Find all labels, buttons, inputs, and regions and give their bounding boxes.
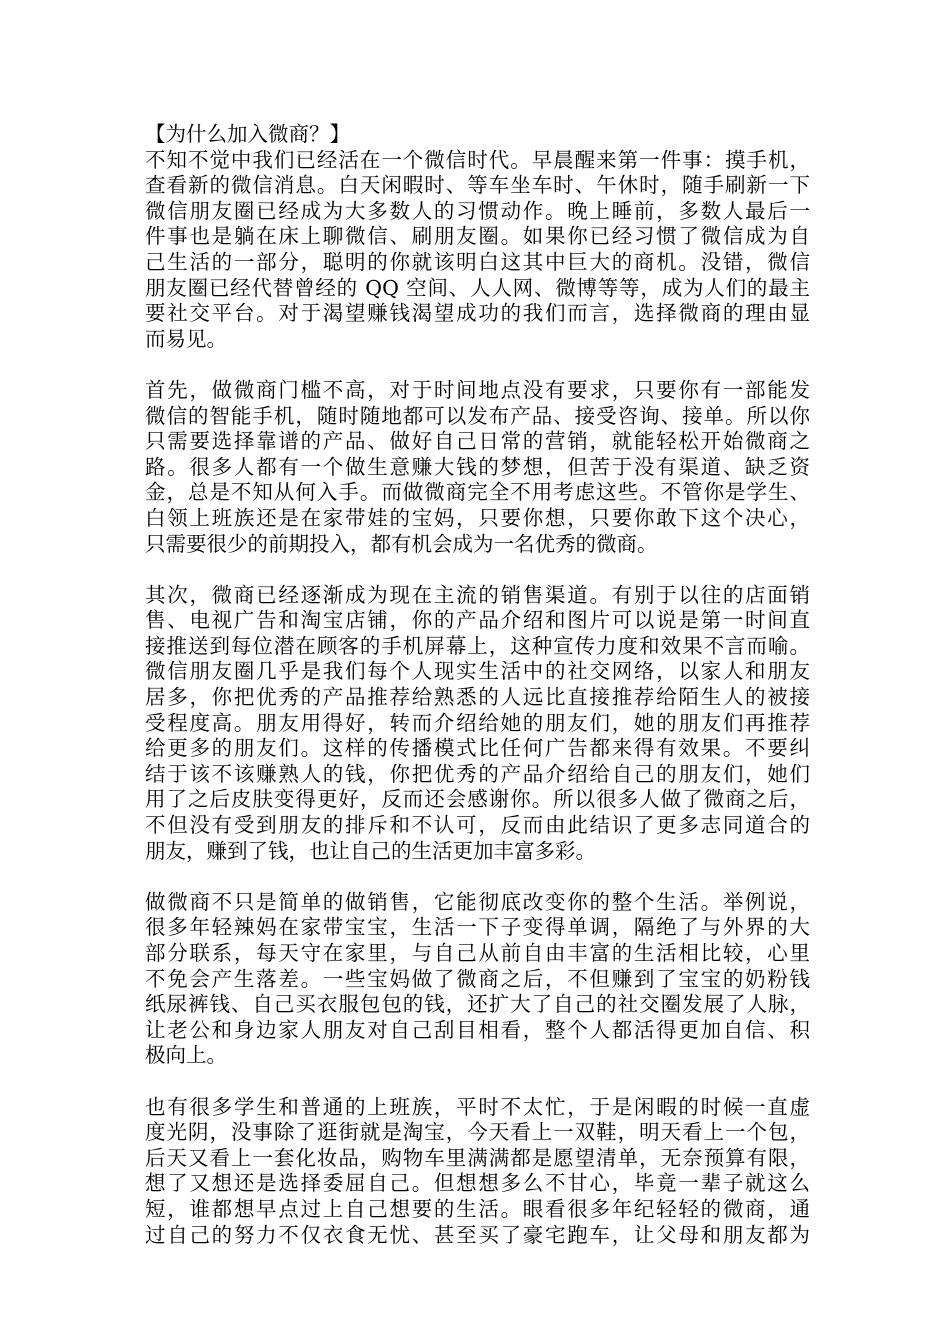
- text-line: 微信朋友圈已经成为大多数人的习惯动作。晚上睡前，多数人最后一: [145, 198, 810, 223]
- text-line: 部分联系，每天守在家里，与自己从前自由丰富的生活相比较，心里: [145, 941, 810, 965]
- body-paragraph: [145, 378, 810, 557]
- text-line: 只需要选择靠谱的产品、做好自己日常的营销，就能轻松开始微商之: [145, 429, 810, 454]
- text-line: 纸尿裤钱、自己买衣服包包的钱，还扩大了自己的社交圈发展了人脉，: [145, 992, 810, 1017]
- text-line: 其次，微商已经逐渐成为现在主流的销售渠道。有别于以往的店面销: [145, 582, 810, 607]
- body-paragraph: [145, 890, 810, 1069]
- text-line: 做微商不只是简单的做销售，它能彻底改变你的整个生活。举例说，: [145, 889, 810, 914]
- body-paragraph: [145, 583, 810, 865]
- text-line: 结于该不该赚熟人的钱，你把优秀的产品介绍给自己的朋友们，她们: [145, 761, 810, 786]
- text-line: 受程度高。朋友用得好，转而介绍给她的朋友们，她的朋友们再推荐: [145, 710, 810, 735]
- text-line: 居多，你把优秀的产品推荐给熟悉的人远比直接推荐给陌生人的被接: [145, 685, 810, 710]
- body-paragraph: [145, 148, 810, 353]
- text-line: 查看新的微信消息。白天闲暇时、等车坐车时、午休时，随手刷新一下: [145, 173, 810, 198]
- text-line: 度光阴，没事除了逛街就是淘宝，今天看上一双鞋，明天看上一个包，: [145, 1120, 810, 1145]
- text-line: 微信朋友圈几乎是我们每个人现实生活中的社交网络，以家人和朋友: [145, 659, 810, 684]
- text-line: 想了又想还是选择委屈自己。但想想多么不甘心，毕竟一辈子就这么: [145, 1171, 810, 1196]
- text-line: 件事也是躺在床上聊微信、刷朋友圈。如果你已经习惯了微信成为自: [145, 224, 810, 249]
- text-line: 朋友圈已经代替曾经的 QQ 空间、人人网、微博等等，成为人们的最主: [145, 275, 810, 300]
- text-line: 用了之后皮肤变得更好，反而还会感谢你。所以很多人做了微商之后，: [145, 787, 810, 812]
- document-heading: 【为什么加入微商？】: [145, 122, 350, 146]
- text-line: 微信的智能手机，随时随地都可以发布产品、接受咨询、接单。所以你: [145, 403, 810, 428]
- text-line: 让老公和身边家人朋友对自己刮目相看，整个人都活得更加自信、积: [145, 1017, 810, 1042]
- text-line: 不但没有受到朋友的排斥和不认可，反而由此结识了更多志同道合的: [145, 813, 810, 838]
- body-paragraph: [145, 1095, 810, 1249]
- text-line: 金，总是不知从何入手。而做微商完全不用考虑这些。不管你是学生、: [145, 480, 810, 505]
- text-line: 给更多的朋友们。这样的传播模式比任何广告都来得有效果。不要纠: [145, 736, 810, 761]
- text-line: 过自己的努力不仅衣食无忧、甚至买了豪宅跑车，让父母和朋友都为: [145, 1222, 810, 1247]
- text-line: 己生活的一部分，聪明的你就该明白这其中巨大的商机。没错，微信: [145, 249, 810, 274]
- text-line: 不知不觉中我们已经活在一个微信时代。早晨醒来第一件事：摸手机，: [145, 147, 810, 172]
- text-line: 白领上班族还是在家带娃的宝妈，只要你想，只要你敢下这个决心，: [145, 505, 810, 530]
- text-line: 接推送到每位潜在顾客的手机屏幕上，这种宣传力度和效果不言而喻。: [145, 633, 810, 658]
- text-line: 也有很多学生和普通的上班族，平时不太忙，于是闲暇的时候一直虚: [145, 1094, 810, 1119]
- text-line: 首先，做微商门槛不高，对于时间地点没有要求，只要你有一部能发: [145, 377, 810, 402]
- text-line: 极向上。: [145, 1043, 227, 1068]
- document-page: [145, 122, 810, 1248]
- text-line: 只需要很少的前期投入，都有机会成为一名优秀的微商。: [145, 531, 658, 556]
- text-line: 要社交平台。对于渴望赚钱渴望成功的我们而言，选择微商的理由显: [145, 301, 810, 326]
- text-line: 售、电视广告和淘宝店铺，你的产品介绍和图片可以说是第一时间直: [145, 608, 810, 633]
- text-line: 路。很多人都有一个做生意赚大钱的梦想，但苦于没有渠道、缺乏资: [145, 454, 810, 479]
- text-line: 后天又看上一套化妆品，购物车里满满都是愿望清单，无奈预算有限，: [145, 1145, 810, 1170]
- document-body: [145, 148, 810, 1249]
- text-line: 不免会产生落差。一些宝妈做了微商之后，不但赚到了宝宝的奶粉钱: [145, 966, 810, 991]
- text-line: 朋友，赚到了钱，也让自己的生活更加丰富多彩。: [145, 838, 596, 863]
- text-line: 短，谁都想早点过上自己想要的生活。眼看很多年纪轻轻的微商，通: [145, 1196, 810, 1221]
- text-line: 而易见。: [145, 326, 227, 351]
- text-line: 很多年轻辣妈在家带宝宝，生活一下子变得单调，隔绝了与外界的大: [145, 915, 810, 940]
